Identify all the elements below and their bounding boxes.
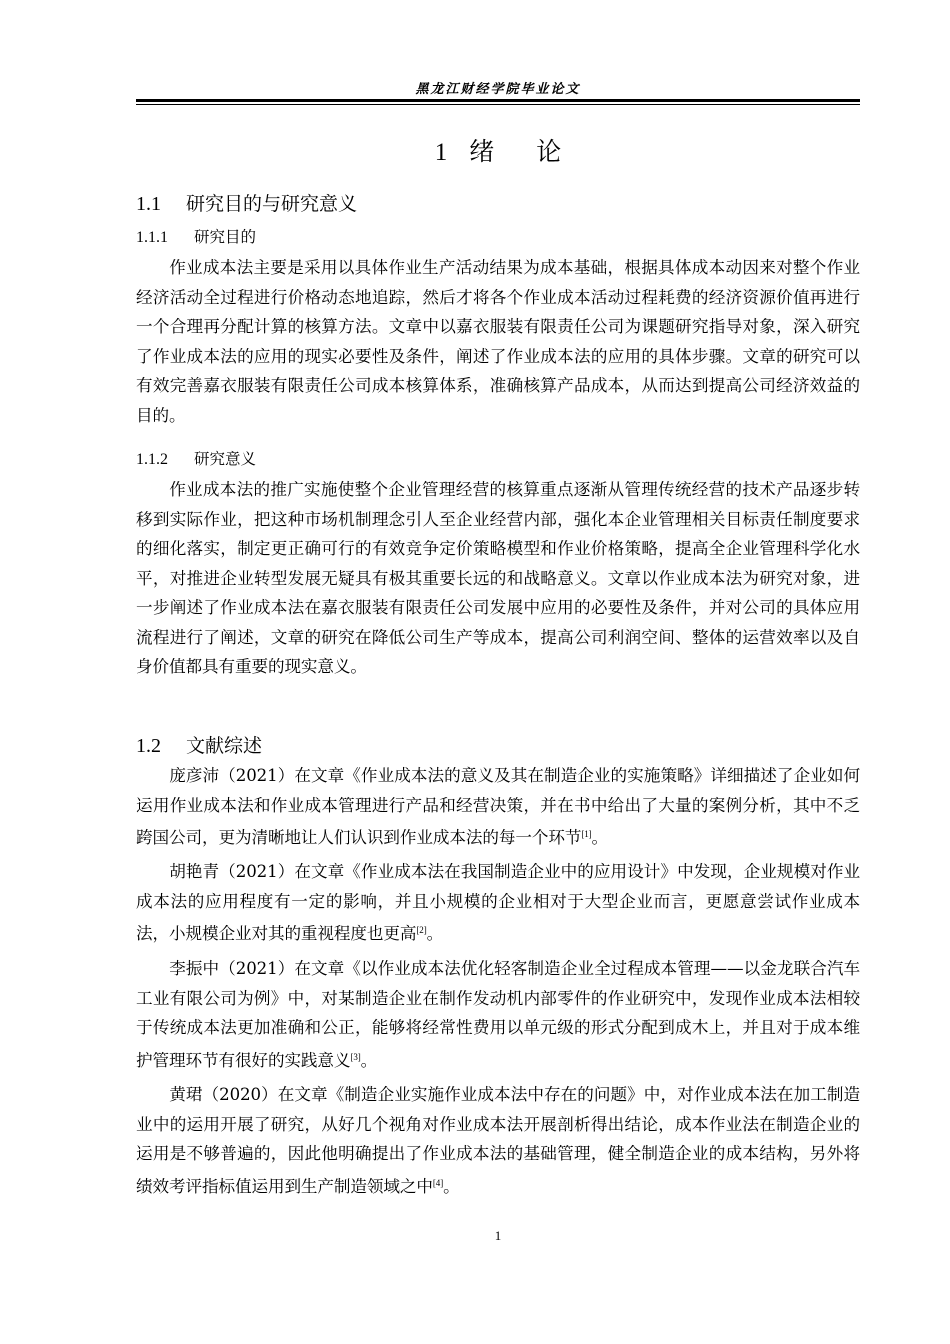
section-title: 文献综述 (186, 735, 263, 757)
citation-marker: [1] (581, 829, 592, 839)
subsection-number: 1.1.2 (136, 451, 168, 468)
header-rule-thick (136, 99, 860, 102)
chapter-number: 1 (434, 139, 448, 166)
subsection-number: 1.1.1 (136, 229, 168, 246)
paragraph-review-3 (136, 954, 860, 1075)
section-heading-1-1 (136, 189, 357, 216)
paragraph-end: 。 (591, 828, 609, 847)
paragraph-research-purpose (136, 253, 860, 430)
paragraph-text: 庞彦沛（2021）在文章《作业成本法的意义及其在制造企业的实施策略》详细描述了企业如何运用作业成本法和作业成本管理进行产品和经营决策，并在书中给出了大量的案例分析，其中不乏跨国公司，更为清晰地让人们认识到作业成本法的每一个环节 (136, 766, 860, 847)
subsection-title: 研究意义 (194, 450, 257, 468)
paragraph-text: 胡艳青（2021）在文章《作业成本法在我国制造企业中的应用设计》中发现，企业规模对作业成本法的应用程度有一定的影响，并且小规模的企业相对于大型企业而言，更愿意尝试作业成本法，小规模企业对其的重视程度也更高 (136, 862, 860, 943)
running-header: 黑龙江财经学院毕业论文 (415, 82, 581, 97)
chapter-title-part2: 论 (536, 137, 562, 166)
paragraph-end: 。 (443, 1176, 460, 1196)
chapter-title-part1: 绪 (469, 137, 495, 166)
paragraph-review-1 (136, 761, 860, 853)
citation-marker: [4] (432, 1177, 444, 1188)
section-heading-1-2 (136, 731, 262, 758)
citation-marker: [3] (350, 1051, 361, 1062)
paragraph-text: 黄珺（2020）在文章《制造企业实施作业成本法中存在的问题》中，对作业成本法在加工制造业中的运用开展了研究，从好几个视角对作业成本法开展剖析得出结论，成本作业法在制造企业的运用是不够普遍的，因此他明确提出了作业成本法的基础管理，健全制造企业的成本结构，另外将绩效考评指标值运用到生产制造领域之中 (136, 1085, 860, 1196)
header-rule-thin (136, 104, 860, 105)
paragraph-text: 李振中（2021）在文章《以作业成本法优化轻客制造企业全过程成本管理——以金龙联合汽车工业有限公司为例》中，对某制造企业在制作发动机内部零件的作业研究中，发现作业成本法相较于传统成本法更加准确和公正，能够将经常性费用以单元级的形式分配到成木上，并且对于成本维护管理环节有很好的实践意义 (136, 959, 860, 1070)
paragraph-research-significance (136, 475, 860, 682)
paragraph-text: 作业成本法主要是采用以具体作业生产活动结果为成本基础，根据具体成本动因来对整个作业经济活动全过程进行价格动态地追踪，然后才将各个作业成本活动过程耗费的经济资源价值再进行一个合理再分配计算的核算方法。文章中以嘉衣服装有限责任公司为课题研究指导对象，深入研究了作业成本法的应用的现实必要性及条件，阐述了作业成本法的应用的具体步骤。文章的研究可以有效完善嘉衣服装有限责任公司成本核算体系，准确核算产品成本，从而达到提高公司经济效益的目的。 (136, 258, 860, 425)
subsection-title: 研究目的 (194, 228, 257, 246)
citation-marker: [2] (416, 925, 427, 935)
subsection-heading-1-1-2 (136, 447, 256, 469)
section-title: 研究目的与研究意义 (186, 193, 358, 215)
section-number: 1.2 (136, 735, 161, 757)
section-number: 1.1 (136, 193, 161, 215)
paragraph-end: 。 (360, 1050, 378, 1070)
page-number: 1 (494, 1228, 502, 1243)
chapter-title (136, 132, 860, 168)
paragraph-review-2 (136, 857, 860, 949)
paragraph-review-4 (136, 1080, 860, 1201)
paragraph-text: 作业成本法的推广实施使整个企业管理经营的核算重点逐渐从管理传统经营的技术产品逐步转移到实际作业，把这种市场机制理念引人至企业经营内部，强化本企业管理相关目标责任制度要求的细化落实，制定更正确可行的有效竞争定价策略模型和作业价格策略，提高全企业管理科学化水平，对推进企业转型发展无疑具有极其重要长远的和战略意义。文章以作业成本法为研究对象，进一步阐述了作业成本法在嘉衣服装有限责任公司发展中应用的必要性及条件，并对公司的具体应用流程进行了阐述，文章的研究在降低公司生产等成本，提高公司利润空间、整体的运营效率以及自身价值都具有重要的现实意义。 (136, 480, 860, 676)
paragraph-end: 。 (426, 924, 444, 943)
subsection-heading-1-1-1 (136, 225, 256, 247)
